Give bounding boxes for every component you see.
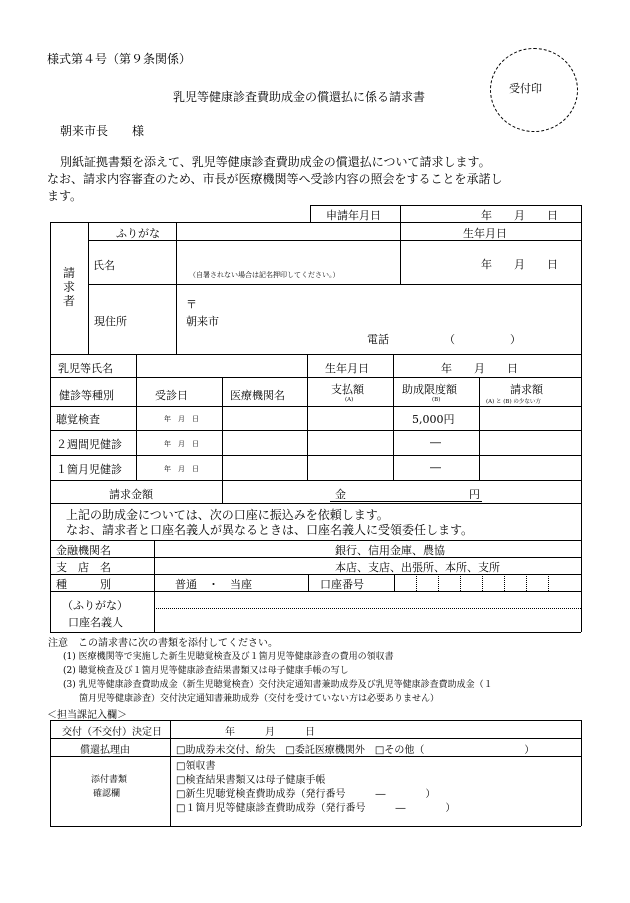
header-paid: 支払額 [331, 383, 364, 396]
doc-check-hearing-voucher[interactable]: □新生児聴覚検査費助成券（発行番号 ― ） [176, 789, 436, 800]
note-item-1: (1) 医療機関等で実施した新生児聴覚検査及び１箇月児等健康診査の費用の領収書 [63, 652, 394, 662]
seal-note: （自署されない場合は記名押印してください。） [189, 271, 340, 279]
note-item-3: (3) 乳児等健康診査費助成金（新生児聴覚検査）交付決定通知書兼助成券及び乳児等健康診査費助成金（１ [63, 680, 493, 690]
holder-label: 口座名義人 [68, 616, 123, 629]
doc-check-results[interactable]: □検査結果書類又は母子健康手帳 [176, 775, 326, 786]
row-limit-hearing: 5,000円 [412, 413, 455, 426]
row-type-hearing: 聴覚検査 [56, 413, 100, 426]
docs-label-2: 確認欄 [93, 789, 121, 799]
row-type-2week: ２週間児健診 [56, 438, 122, 451]
account-type-label: 種 別 [56, 578, 111, 591]
name-label: 氏名 [93, 259, 115, 272]
account-number-label: 口座番号 [320, 578, 364, 591]
holder-furigana-label: （ふりがな） [62, 599, 128, 612]
postal-mark: 〒 [186, 298, 197, 311]
row-date-2week[interactable]: 年 月 日 [164, 440, 199, 448]
total-suffix: 円 [469, 488, 480, 501]
transfer-text-2: なお、請求者と口座名義人が異なるときは、口座名義人に受領委任します。 [66, 523, 474, 537]
decision-date-label: 交付（不交付）決定日 [62, 727, 162, 738]
note-item-2: (2) 聴覚検査及び１箇月児等健康診査結果書類又は母子健康手帳の写し [63, 666, 349, 676]
intro-line-1: 別紙証拠書類を添えて、乳児等健康診査費助成金の償還払について請求します。 [60, 155, 491, 169]
note-item-4: 箇月児等健康診査）交付決定通知書兼助成券（交付を受けていない方は必要ありません） [79, 694, 440, 704]
address-label: 現住所 [94, 315, 127, 328]
infant-birthdate-label: 生年月日 [325, 362, 369, 375]
claimant-section-label: 請求者 [63, 266, 76, 308]
page-title: 乳児等健康診査費助成金の償還払に係る請求書 [173, 90, 426, 104]
infant-birthdate-field[interactable]: 年 月 日 [441, 362, 518, 375]
claimant-birthdate-field[interactable]: 年 月 日 [481, 258, 558, 271]
row-limit-1month: ― [430, 461, 441, 474]
application-date-label: 申請年月日 [326, 209, 381, 222]
doc-check-1month-voucher[interactable]: □１箇月児等健康診査費助成券（発行番号 ― ） [176, 803, 456, 814]
phone-label: 電話 [367, 333, 389, 346]
reason-options[interactable]: □助成券未交付、紛失 □委託医療機関外 □その他（ ） [176, 745, 535, 756]
addressee: 朝来市長 様 [60, 124, 145, 138]
notes-heading: 注意 この請求書に次の書類を添付してください。 [48, 638, 278, 649]
bank-institution-types: 銀行、信用金庫、農協 [335, 544, 445, 557]
receipt-stamp-label: 受付印 [509, 82, 542, 95]
intro-line-3: ます。 [47, 189, 83, 203]
header-claim: 請求額 [510, 383, 543, 396]
infant-name-label: 乳児等氏名 [58, 362, 113, 375]
header-paid-sub: (A) [345, 397, 354, 403]
intro-line-2: なお、請求内容審査のため、市長が医療機関等へ受診内容の照会をすることを承諾し [47, 172, 503, 186]
furigana-label: ふりがな [116, 227, 160, 240]
row-date-hearing[interactable]: 年 月 日 [164, 415, 199, 423]
birthdate-label: 生年月日 [463, 227, 507, 240]
decision-date-field[interactable]: 年 月 日 [225, 727, 315, 738]
form-number: 様式第４号（第９条関係） [47, 52, 192, 66]
row-date-1month[interactable]: 年 月 日 [164, 465, 199, 473]
total-prefix: 金 [335, 488, 346, 501]
header-limit: 助成限度額 [402, 383, 457, 396]
header-exam-date: 受診日 [155, 389, 188, 402]
docs-label-1: 添付書類 [91, 775, 128, 785]
phone-field[interactable]: （ ） [444, 333, 521, 346]
bank-branch-label: 支 店 名 [56, 561, 111, 574]
header-institution: 医療機関名 [230, 389, 285, 402]
header-exam-type: 健診等種別 [59, 389, 114, 402]
reason-label: 償還払理由 [80, 745, 130, 756]
doc-check-receipt[interactable]: □領収書 [176, 761, 216, 772]
transfer-text-1: 上記の助成金については、次の口座に振込みを依頼します。 [66, 508, 389, 522]
header-claim-sub: (A) と (B) の少ない方 [486, 399, 541, 405]
staff-heading: ＜担当課記入欄＞ [47, 710, 127, 721]
account-type-options[interactable]: 普通 ・ 当座 [175, 578, 252, 591]
bank-branch-types: 本店、支店、出張所、本所、支所 [335, 561, 500, 574]
application-date-field[interactable]: 年 月 日 [481, 209, 558, 222]
city-name: 朝来市 [186, 315, 219, 328]
row-type-1month: １箇月児健診 [56, 463, 122, 476]
total-label: 請求金額 [109, 488, 153, 501]
row-limit-2week: ― [430, 436, 441, 449]
header-limit-sub: (B) [432, 397, 441, 403]
bank-institution-label: 金融機関名 [56, 544, 111, 557]
